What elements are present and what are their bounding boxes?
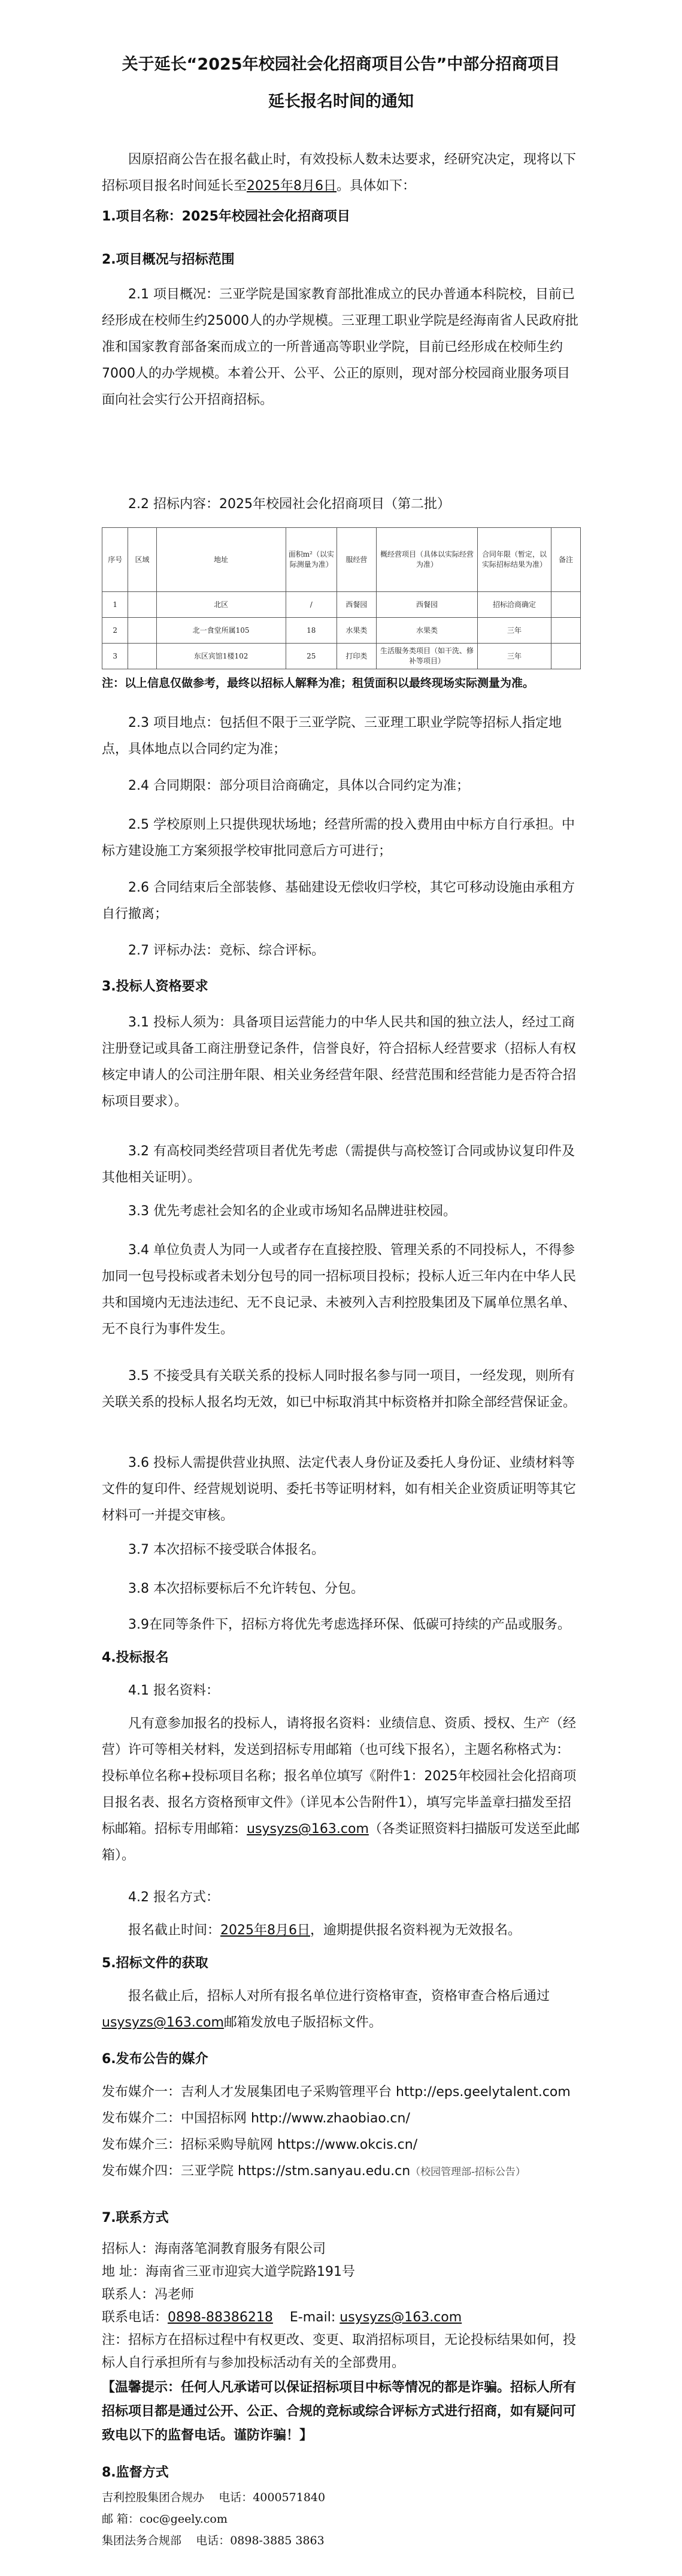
- section-3-8: 3.8 本次招标要标后不允许转包、分包。: [128, 1581, 364, 1596]
- section-4-1-body: 凡有意参加报名的投标人，请将报名资料：业绩信息、资质、授权、生产（经营）许可等相关材料，发送到招标专用邮箱（也可线下报名），主题名称格式为：投标单位名称+投标项目名称；报名单位填写《附件1：2025年校园社会化招商项目报名表、报名方资格预审文件》（详见本公告附件1），填写完毕盖章扫描发至招标邮箱。招标专用邮箱：usysyzs@163.com（各类证照资料扫描版可发送至此邮箱）。: [102, 1716, 580, 1863]
- table-header: 概经营项目（具体以实际经营为准）: [376, 528, 477, 592]
- table-cell: 北区: [156, 592, 286, 618]
- supervision-row: 邮 箱：coc@geely.com: [102, 2512, 228, 2526]
- section-3-1: 3.1 投标人须为：具备项目运营能力的中华人民共和国的独立法人，经过工商注册登记或具备工商注册登记条件，信誉良好，符合招标人经营要求（招标人有权核定申请人的公司注册年限、相关业务经营年限、经营范围和经营能力是否符合招标项目要求）。: [102, 1015, 577, 1109]
- section-6-heading: 6.发布公告的媒介: [102, 2052, 208, 2067]
- supervision-row: 集团法务合规部 电话：0898-3885 3863: [102, 2534, 325, 2547]
- table-cell: [128, 592, 156, 618]
- section-2-3: 2.3 项目地点：包括但不限于三亚学院、三亚理工职业学院等招标人指定地点，具体地点以合同约定为准；: [102, 715, 562, 757]
- list-item: 发布媒介三：招标采购导航网 https://www.okcis.cn/: [102, 2137, 418, 2152]
- list-item: 发布媒介四：三亚学院 https://stm.sanyau.edu.cn（校园管理部-招标公告）: [102, 2164, 526, 2179]
- section-5-heading: 5.招标文件的获取: [102, 1956, 208, 1971]
- table-cell: 西餐园: [337, 592, 376, 618]
- table-cell: [128, 644, 156, 669]
- media-list: [102, 2079, 581, 2185]
- contact-person: 联系人：冯老师: [102, 2287, 195, 2302]
- supervision-phone[interactable]: 4000571840: [253, 2491, 326, 2504]
- notice-title-line2: 延长报名时间的通知: [268, 92, 414, 111]
- media-link[interactable]: http://www.zhaobiao.cn/: [251, 2111, 410, 2126]
- registration-deadline: 2025年8月6日: [220, 1923, 310, 1938]
- section-7-heading: 7.联系方式: [102, 2210, 169, 2225]
- contact-address: 地 址：海南省三亚市迎宾大道学院路191号: [102, 2264, 355, 2279]
- table-cell: 水果类: [337, 618, 376, 644]
- table-cell: [551, 618, 580, 644]
- tender-email[interactable]: usysyzs@163.com: [102, 2015, 224, 2030]
- table-cell: 打印类: [337, 644, 376, 669]
- list-item: 发布媒介二：中国招标网 http://www.zhaobiao.cn/: [102, 2111, 410, 2126]
- table-cell: 招标洽商确定: [478, 592, 551, 618]
- contact-block: [102, 2238, 581, 2375]
- section-2-6: 2.6 合同结束后全部装修、基础建设无偿收归学校，其它可移动设施由承租方自行撤离；: [102, 880, 575, 922]
- section-2-2: 2.2 招标内容：2025年校园社会化招商项目（第二批）: [128, 497, 450, 512]
- table-header: 备注: [551, 528, 580, 592]
- table-header: 序号: [102, 528, 128, 592]
- section-3-6: 3.6 投标人需提供营业执照、法定代表人身份证及委托人身份证、业绩材料等文件的复印件、经营规划说明、委托书等证明材料，如有相关企业资质证明等其它材料可一并提交审核。: [102, 1455, 577, 1523]
- table-cell: 东区宾馆1楼102: [156, 644, 286, 669]
- contact-phone-row: 联系电话：0898-88386218 E-mail: usysyzs@163.com: [102, 2310, 462, 2325]
- contact-bidder: 招标人：海南落笔洞教育服务有限公司: [102, 2242, 326, 2257]
- table-cell: 北一食堂所属105: [156, 618, 286, 644]
- section-2-heading: 2.项目概况与招标范围: [102, 252, 235, 267]
- section-4-2-body: 报名截止时间：2025年8月6日，逾期提供报名资料视为无效报名。: [128, 1923, 522, 1938]
- table-row: [102, 618, 581, 644]
- table-cell: 三年: [478, 644, 551, 669]
- table-cell: 三年: [478, 618, 551, 644]
- section-4-2: 4.2 报名方式：: [128, 1890, 219, 1905]
- list-item: 发布媒介一：吉利人才发展集团电子采购管理平台 http://eps.geelytalent.com: [102, 2085, 571, 2100]
- supervision-phone[interactable]: 0898-3885 3863: [230, 2534, 325, 2547]
- table-cell: 18: [286, 618, 337, 644]
- section-5-body: 报名截止后，招标人对所有报名单位进行资格审查，资格审查合格后通过usysyzs@163.com邮箱发放电子版招标文件。: [102, 1989, 550, 2030]
- table-cell: 西餐园: [376, 592, 477, 618]
- section-3-2: 3.2 有高校同类经营项目者优先考虑（需提供与高校签订合同或协议复印件及其他相关证明）。: [102, 1144, 575, 1185]
- table-note: 注：以上信息仅做参考，最终以招标人解释为准；租赁面积以最终现场实际测量为准。: [102, 677, 535, 690]
- section-8-heading: 8.监督方式: [102, 2465, 169, 2480]
- table-header: 区域: [128, 528, 156, 592]
- section-3-heading: 3.投标人资格要求: [102, 979, 208, 994]
- section-1-heading: 1.项目名称：2025年校园社会化招商项目: [102, 209, 350, 224]
- project-table: [102, 527, 581, 669]
- section-2-1: 2.1 项目概况：三亚学院是国家教育部批准成立的民办普通本科院校，目前已经形成在校师生约25000人的办学规模。三亚理工职业学院是经海南省人民政府批准和国家教育部备案而成立的一所普通高等职业学院，目前已经形成在校师生约7000人的办学规模。本着公开、公平、公正的原则，现对部分校园商业服务项目面向社会实行公开招商招标。: [102, 287, 578, 407]
- section-2-7: 2.7 评标办法：竞标、综合评标。: [128, 943, 325, 958]
- table-cell: 3: [102, 644, 128, 669]
- section-3-9: 3.9在同等条件下，招标方将优先考虑选择环保、低碳可持续的产品或服务。: [128, 1617, 571, 1632]
- table-row: [102, 644, 581, 669]
- supervision-block: [102, 2487, 581, 2551]
- section-4-1: 4.1 报名资料：: [128, 1683, 219, 1698]
- table-header: 合同年限（暂定，以实际招标结果为准）: [478, 528, 551, 592]
- table-cell: 水果类: [376, 618, 477, 644]
- contact-note: 注：招标方在招标过程中有权更改、变更、取消招标项目，无论投标结果如何，投标人自行承担所有与参加投标活动有关的全部费用。: [102, 2333, 577, 2370]
- media-link[interactable]: https://stm.sanyau.edu.cn: [238, 2164, 411, 2179]
- warning-tip: 【温馨提示：任何人凡承诺可以保证招标项目中标等情况的都是诈骗。招标人所有招标项目都是通过公开、公正、合规的竞标或综合评标方式进行招商，如有疑问可致电以下的监督电话。谨防诈骗！】: [102, 2380, 577, 2443]
- section-2-5: 2.5 学校原则上只提供现状场地；经营所需的投入费用由中标方自行承担。中标方建设施工方案须报学校审批同意后方可进行；: [102, 817, 575, 859]
- table-cell: 25: [286, 644, 337, 669]
- intro-deadline: 2025年8月6日: [247, 179, 337, 194]
- contact-email[interactable]: usysyzs@163.com: [340, 2310, 462, 2325]
- table-row: [102, 592, 581, 618]
- table-cell: 生活服务类项目（如干洗、修补等项目）: [376, 644, 477, 669]
- table-header: 面积m²（以实际测量为准）: [286, 528, 337, 592]
- table-cell: [551, 644, 580, 669]
- section-2-4: 2.4 合同期限：部分项目洽商确定，具体以合同约定为准；: [128, 778, 469, 793]
- supervision-email[interactable]: coc@geely.com: [140, 2512, 228, 2526]
- registration-email[interactable]: usysyzs@163.com: [247, 1822, 369, 1837]
- table-cell: [551, 592, 580, 618]
- section-3-4: 3.4 单位负责人为同一人或者存在直接控股、管理关系的不同投标人，不得参加同一包号投标或者未划分包号的同一招标项目投标；投标人近三年内在中华人民共和国境内无违法违纪、无不良记录、未被列入吉利控股集团及下属单位黑名单、无不良行为事件发生。: [102, 1243, 577, 1337]
- table-cell: 1: [102, 592, 128, 618]
- table-header: 服经营: [337, 528, 376, 592]
- contact-phone[interactable]: 0898-88386218: [168, 2310, 273, 2325]
- section-3-3: 3.3 优先考虑社会知名的企业或市场知名品牌进驻校园。: [128, 1204, 456, 1219]
- intro-paragraph: 因原招商公告在报名截止时，有效投标人数未达要求，经研究决定，现将以下招标项目报名时间延长至2025年8月6日。具体如下：: [102, 152, 577, 194]
- media-link[interactable]: https://www.okcis.cn/: [277, 2137, 418, 2152]
- supervision-row: 吉利控股集团合规办 电话：4000571840: [102, 2491, 326, 2504]
- section-3-7: 3.7 本次招标不接受联合体报名。: [128, 1542, 325, 1557]
- table-cell: /: [286, 592, 337, 618]
- section-4-heading: 4.投标报名: [102, 1650, 169, 1665]
- table-header: 地址: [156, 528, 286, 592]
- table-cell: [128, 618, 156, 644]
- section-3-5: 3.5 不接受具有关联关系的投标人同时报名参与同一项目，一经发现，则所有关联关系的投标人报名均无效，如已中标取消其中标资格并扣除全部经营保证金。: [102, 1369, 577, 1410]
- table-cell: 2: [102, 618, 128, 644]
- notice-title-line1: 关于延长“2025年校园社会化招商项目公告”中部分招商项目: [122, 55, 560, 74]
- media-link[interactable]: http://eps.geelytalent.com: [396, 2085, 571, 2100]
